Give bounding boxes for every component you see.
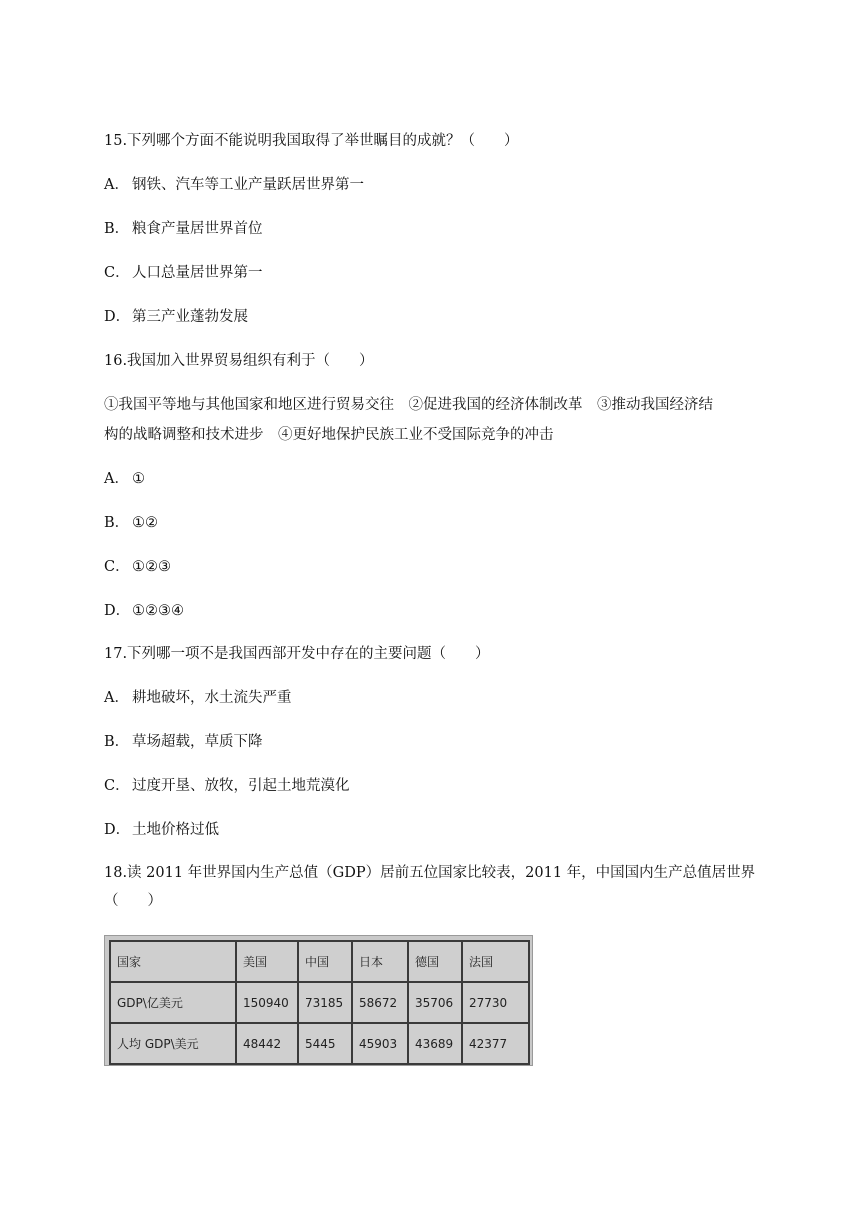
gdp-comparison-table — [109, 940, 530, 1065]
option-letter: A． — [104, 471, 129, 487]
q16-statements-line-1: ①我国平等地与其他国家和地区进行贸易交往 ②促进我国的经济体制改革 ③推动我国经济结 — [104, 397, 713, 413]
q16-option-d[interactable] — [104, 601, 184, 621]
table-header-row — [110, 941, 529, 982]
option-text: 过度开垦、放牧，引起土地荒漠化 — [132, 778, 350, 794]
option-letter: C． — [104, 559, 130, 575]
option-letter: D． — [104, 822, 131, 838]
option-letter: A． — [104, 177, 129, 193]
option-text: 土地价格过低 — [132, 822, 219, 838]
table-cell: 42377 — [462, 1023, 529, 1064]
table-cell: 58672 — [352, 982, 408, 1023]
q16-option-c[interactable] — [104, 557, 171, 577]
table-cell: 150940 — [236, 982, 298, 1023]
q17-option-c[interactable] — [104, 776, 350, 796]
option-text: ①② — [132, 515, 158, 531]
question-15-stem: 15.下列哪个方面不能说明我国取得了举世瞩目的成就？（ ） — [104, 133, 519, 149]
option-text: 钢铁、汽车等工业产量跃居世界第一 — [132, 177, 364, 193]
gdp-table-image — [104, 935, 533, 1066]
option-text: 第三产业蓬勃发展 — [132, 309, 248, 325]
q17-option-a[interactable] — [104, 688, 292, 708]
option-letter: B． — [104, 221, 130, 237]
q17-option-d[interactable] — [104, 820, 219, 840]
table-cell: 73185 — [298, 982, 352, 1023]
table-header-cell: 美国 — [236, 941, 298, 982]
q16-option-a[interactable] — [104, 469, 145, 489]
table-header-cell: 中国 — [298, 941, 352, 982]
question-18-stem-line-2: （ ） — [104, 893, 162, 909]
option-letter: C． — [104, 778, 130, 794]
table-cell: 45903 — [352, 1023, 408, 1064]
table-cell: 35706 — [408, 982, 462, 1023]
option-letter: A． — [104, 690, 129, 706]
q17-option-b[interactable] — [104, 732, 263, 752]
table-header-cell: 法国 — [462, 941, 529, 982]
q16-option-b[interactable] — [104, 513, 158, 533]
table-cell: 43689 — [408, 1023, 462, 1064]
option-letter: B． — [104, 515, 130, 531]
q16-statements-line-2: 构的战略调整和技术进步 ④更好地保护民族工业不受国际竞争的冲击 — [104, 427, 554, 443]
q15-option-b[interactable] — [104, 219, 263, 239]
option-letter: C． — [104, 265, 130, 281]
question-18-stem-line-1: 18.读 2011 年世界国内生产总值（GDP）居前五位国家比较表，2011 年，中国国内生产总值居世界 — [104, 865, 756, 881]
option-letter: D． — [104, 309, 131, 325]
table-header-cell: 国家 — [110, 941, 236, 982]
table-cell: 5445 — [298, 1023, 352, 1064]
option-text: 耕地破坏，水土流失严重 — [132, 690, 292, 706]
option-text: ① — [132, 471, 145, 487]
option-text: 人口总量居世界第一 — [132, 265, 263, 281]
table-header-cell: 日本 — [352, 941, 408, 982]
table-cell: 人均 GDP\美元 — [110, 1023, 236, 1064]
q15-option-a[interactable] — [104, 175, 364, 195]
table-cell: 27730 — [462, 982, 529, 1023]
question-17-stem: 17.下列哪一项不是我国西部开发中存在的主要问题（ ） — [104, 646, 490, 662]
option-text: ①②③④ — [132, 603, 184, 619]
q15-option-c[interactable] — [104, 263, 263, 283]
table-row — [110, 1023, 529, 1064]
option-text: ①②③ — [132, 559, 171, 575]
table-row — [110, 982, 529, 1023]
option-letter: D． — [104, 603, 131, 619]
q15-option-d[interactable] — [104, 307, 248, 327]
table-header-cell: 德国 — [408, 941, 462, 982]
table-cell: GDP\亿美元 — [110, 982, 236, 1023]
option-text: 草场超载，草质下降 — [132, 734, 263, 750]
option-text: 粮食产量居世界首位 — [132, 221, 263, 237]
table-cell: 48442 — [236, 1023, 298, 1064]
option-letter: B． — [104, 734, 130, 750]
question-16-stem: 16.我国加入世界贸易组织有利于（ ） — [104, 353, 374, 369]
